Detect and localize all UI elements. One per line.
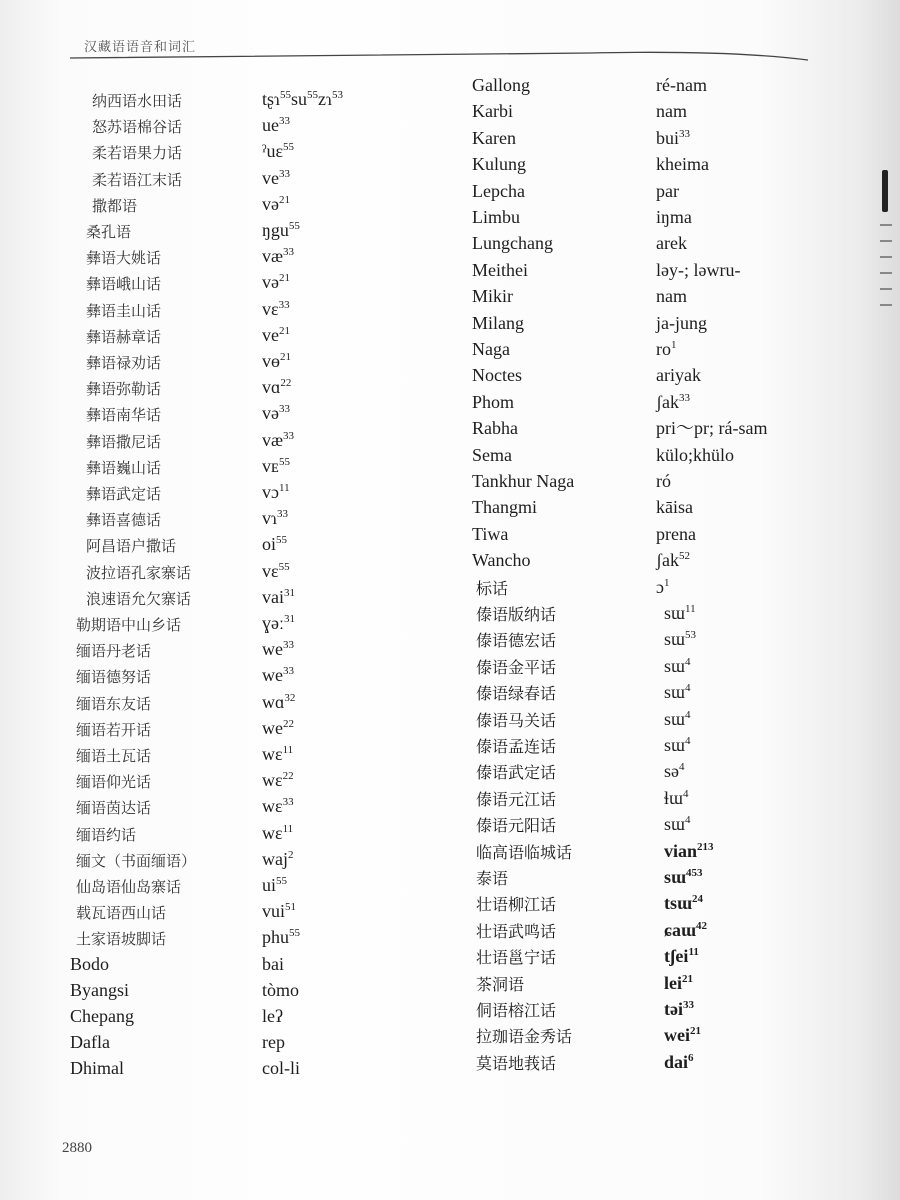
language-name: 彝语赫章话 bbox=[86, 327, 162, 346]
binding-dash bbox=[880, 240, 892, 242]
form-text: ŋgu bbox=[262, 220, 289, 240]
tone-number: 4 bbox=[685, 708, 691, 721]
language-name: 纳西语水田话 bbox=[92, 92, 183, 110]
language-name: 标话 bbox=[476, 578, 509, 598]
binding-dash bbox=[880, 272, 892, 274]
form-text: sɯ bbox=[664, 655, 686, 676]
language-name: 彝语喜德话 bbox=[86, 511, 162, 530]
word-form bbox=[262, 743, 293, 765]
form-text: vian bbox=[664, 840, 698, 861]
word-form bbox=[262, 193, 290, 215]
word-form bbox=[262, 350, 291, 372]
form-text: vɛ bbox=[262, 298, 279, 319]
tone-number: 22 bbox=[283, 717, 294, 730]
form-text: vui bbox=[262, 901, 286, 922]
word-form bbox=[656, 576, 670, 598]
form-text: nam bbox=[656, 286, 687, 307]
tone-number: 55 bbox=[280, 89, 291, 101]
word-form bbox=[664, 840, 714, 862]
tone-number: 1 bbox=[664, 576, 670, 589]
tone-number: 55 bbox=[278, 560, 290, 573]
word-form bbox=[262, 900, 296, 922]
form-text: leʔ bbox=[262, 1006, 283, 1026]
language-name: 缅语东友话 bbox=[76, 694, 152, 713]
word-form bbox=[664, 602, 696, 624]
language-name: Bodo bbox=[70, 953, 110, 974]
form-text: sɯ bbox=[664, 867, 686, 887]
page-number: 2880 bbox=[62, 1140, 92, 1156]
language-name: 彝语大姚话 bbox=[86, 249, 162, 268]
form-text: ariyak bbox=[656, 365, 701, 386]
tone-number: 21 bbox=[279, 324, 290, 337]
language-name: Dafla bbox=[70, 1032, 110, 1053]
form-text: ʃak bbox=[656, 550, 679, 571]
language-name: 壮语柳江话 bbox=[476, 895, 557, 915]
form-text: wɑ bbox=[262, 691, 285, 712]
word-form bbox=[664, 628, 696, 650]
language-name: Tiwa bbox=[472, 523, 509, 544]
word-form bbox=[656, 100, 687, 122]
form-text: ró bbox=[656, 471, 671, 491]
form-text: vɿ bbox=[262, 508, 277, 529]
tone-number: 11 bbox=[279, 482, 290, 494]
tone-number: 32 bbox=[284, 691, 296, 704]
form-text: sɯ bbox=[664, 629, 686, 650]
word-form bbox=[656, 312, 707, 334]
form-text: külo;khülo bbox=[656, 444, 735, 465]
language-name: 彝语南华话 bbox=[86, 406, 162, 425]
language-name: 泰语 bbox=[476, 869, 509, 888]
language-name: Kulung bbox=[472, 154, 526, 175]
form-text: sɯ bbox=[664, 603, 686, 623]
tone-number: 4 bbox=[685, 814, 691, 827]
tone-number: 4 bbox=[683, 787, 689, 800]
language-name: Lepcha bbox=[472, 180, 525, 201]
tone-number: 33 bbox=[279, 167, 290, 180]
form-text: wɛ bbox=[262, 822, 283, 843]
language-name: 傣语孟连话 bbox=[476, 737, 557, 756]
word-form bbox=[664, 655, 691, 677]
word-form bbox=[664, 681, 691, 703]
binding-dash bbox=[880, 288, 892, 290]
form-text: iŋma bbox=[656, 207, 692, 227]
form-text: sɯ bbox=[664, 735, 686, 755]
form-text: və bbox=[262, 272, 279, 293]
binding-dash bbox=[880, 224, 892, 226]
form-text: bui bbox=[656, 127, 680, 148]
form-text: nam bbox=[656, 101, 687, 122]
form-text: tʂɿ bbox=[262, 89, 280, 109]
word-form bbox=[262, 140, 294, 162]
form-text: və bbox=[262, 193, 279, 214]
tone-number: 4 bbox=[685, 735, 691, 747]
tone-number: 52 bbox=[678, 550, 690, 563]
form-text: col-li bbox=[262, 1058, 300, 1079]
word-form bbox=[656, 364, 701, 386]
word-form bbox=[656, 444, 734, 466]
word-form bbox=[664, 866, 703, 888]
form-text: wɛ bbox=[262, 796, 283, 817]
tone-number: 1 bbox=[671, 339, 677, 351]
word-form bbox=[262, 795, 294, 817]
tone-number: 33 bbox=[283, 665, 294, 678]
form-text: ui bbox=[262, 875, 277, 895]
language-name: 彝语弥勒话 bbox=[86, 380, 162, 399]
language-name: 缅语约话 bbox=[76, 825, 137, 844]
language-name: Sema bbox=[472, 444, 512, 465]
form-text: və bbox=[262, 403, 279, 424]
word-form bbox=[262, 612, 295, 634]
language-name: 莫语地莪话 bbox=[476, 1053, 557, 1073]
word-form bbox=[262, 429, 294, 451]
language-name: Chepang bbox=[70, 1006, 134, 1026]
tone-number: 4 bbox=[679, 761, 685, 774]
form-text: arek bbox=[656, 233, 687, 254]
form-text: we bbox=[262, 665, 283, 686]
language-name: 侗语榕江话 bbox=[476, 1001, 557, 1020]
language-name: 临高语临城话 bbox=[476, 842, 573, 862]
form-text: vai bbox=[262, 586, 284, 607]
language-name: 桑孔语 bbox=[86, 223, 132, 241]
tone-number: 33 bbox=[283, 246, 295, 259]
tone-number: 55 bbox=[288, 220, 300, 232]
language-name: 彝语峨山话 bbox=[86, 275, 162, 294]
form-text: par bbox=[656, 180, 679, 201]
language-name: 缅语德努话 bbox=[76, 668, 152, 687]
tone-number: 11 bbox=[282, 822, 294, 835]
language-name: Mikir bbox=[472, 286, 514, 307]
word-form bbox=[262, 402, 290, 424]
form-text: phu bbox=[262, 927, 289, 948]
tone-number: 31 bbox=[284, 613, 295, 625]
tone-number: 11 bbox=[688, 946, 699, 959]
language-name: 彝语武定话 bbox=[86, 485, 162, 503]
tone-number: 33 bbox=[278, 298, 290, 311]
form-text: vɵ bbox=[262, 351, 280, 371]
form-text: rep bbox=[262, 1032, 285, 1053]
word-form bbox=[262, 560, 290, 582]
word-form bbox=[656, 153, 709, 175]
form-text: tòmo bbox=[262, 979, 300, 1000]
form-text: wɛ bbox=[262, 744, 283, 764]
header-rule bbox=[70, 30, 810, 70]
language-name: Rabha bbox=[472, 418, 518, 439]
language-name: 阿昌语户撒话 bbox=[86, 537, 177, 556]
language-name: 傣语版纳话 bbox=[476, 605, 557, 624]
tone-number: 55 bbox=[289, 927, 300, 940]
word-form bbox=[262, 1057, 300, 1079]
language-name: Limbu bbox=[472, 207, 520, 227]
form-text: ɔ bbox=[656, 576, 664, 597]
language-name: 傣语德宏话 bbox=[476, 631, 557, 651]
language-name: 彝语巍山话 bbox=[86, 458, 162, 477]
form-text: tʃei bbox=[664, 946, 689, 967]
form-text: ve bbox=[262, 324, 279, 345]
form-text: ɕaɯ bbox=[664, 919, 696, 940]
word-form bbox=[262, 953, 284, 975]
form-text: wɛ bbox=[262, 770, 283, 791]
form-text: ro bbox=[656, 339, 671, 359]
word-form bbox=[262, 455, 290, 477]
form-text: ɬɯ bbox=[664, 787, 684, 808]
language-name: 傣语武定话 bbox=[476, 763, 557, 783]
form-text: ré-nam bbox=[656, 75, 707, 95]
tone-number: 24 bbox=[692, 893, 703, 906]
language-name: Byangsi bbox=[70, 979, 130, 1000]
tone-number: 53 bbox=[332, 89, 343, 101]
word-form bbox=[262, 114, 290, 136]
word-form bbox=[262, 167, 290, 189]
tone-number: 55 bbox=[283, 141, 295, 154]
tone-number: 21 bbox=[279, 193, 290, 206]
word-form bbox=[262, 874, 287, 896]
tone-number: 33 bbox=[279, 115, 290, 128]
word-form bbox=[262, 848, 294, 870]
word-form bbox=[664, 734, 691, 756]
language-name: 傣语马关话 bbox=[476, 710, 557, 730]
language-name: 傣语元江话 bbox=[476, 789, 557, 809]
word-form bbox=[656, 285, 687, 307]
form-text: kāisa bbox=[656, 497, 693, 518]
word-form bbox=[656, 523, 696, 545]
language-name: 勒期语中山乡话 bbox=[76, 616, 182, 634]
form-text: ˀuɛ bbox=[262, 141, 284, 162]
word-form bbox=[656, 391, 690, 413]
form-text: ɣəː bbox=[262, 613, 284, 633]
word-form bbox=[262, 533, 287, 555]
language-name: 傣语金平话 bbox=[476, 657, 557, 677]
language-name: 载瓦语西山话 bbox=[76, 904, 167, 923]
language-name: 怒苏语棉谷话 bbox=[92, 118, 183, 137]
form-text: sɯ bbox=[664, 814, 686, 835]
form-text: ve bbox=[262, 167, 279, 188]
tone-number: 453 bbox=[686, 867, 703, 879]
language-name: Karen bbox=[472, 127, 516, 148]
tone-number: 21 bbox=[279, 272, 290, 285]
form-text: we bbox=[262, 639, 283, 660]
tone-number: 42 bbox=[695, 919, 707, 932]
tone-number: 11 bbox=[282, 744, 294, 756]
word-form bbox=[656, 127, 690, 149]
language-name: 彝语圭山话 bbox=[86, 301, 162, 320]
form-text: su bbox=[291, 89, 308, 109]
tone-number: 53 bbox=[685, 629, 697, 642]
form-text: ləy-; ləwru- bbox=[656, 259, 741, 280]
word-form bbox=[262, 1005, 283, 1027]
form-text: wei bbox=[664, 1025, 690, 1046]
word-form bbox=[262, 376, 291, 398]
form-text: oi bbox=[262, 534, 277, 555]
language-name: 缅语仰光话 bbox=[76, 773, 152, 792]
language-name: Naga bbox=[472, 339, 510, 359]
tone-number: 51 bbox=[285, 901, 297, 914]
word-form bbox=[262, 926, 300, 948]
language-name: 茶洞语 bbox=[476, 974, 525, 994]
word-form bbox=[262, 324, 290, 346]
word-form bbox=[262, 271, 290, 293]
tone-number: 55 bbox=[279, 455, 290, 468]
word-form bbox=[262, 481, 290, 503]
binding-shadow bbox=[882, 170, 888, 212]
tone-number: 55 bbox=[276, 534, 288, 547]
language-name: 壮语武鸣话 bbox=[476, 921, 557, 941]
word-form bbox=[262, 219, 300, 241]
binding-dash bbox=[880, 304, 892, 306]
running-header: 汉藏语语音和词汇 bbox=[84, 40, 197, 55]
word-form bbox=[656, 496, 693, 518]
tone-number: 33 bbox=[279, 403, 290, 416]
form-text: pri～pr; rá-sam bbox=[656, 418, 768, 439]
form-text: kheima bbox=[656, 154, 709, 175]
word-form bbox=[664, 813, 691, 835]
word-form bbox=[262, 664, 294, 686]
word-form bbox=[656, 232, 687, 254]
form-text: ʃak bbox=[656, 391, 679, 412]
word-form bbox=[656, 74, 707, 96]
word-form bbox=[262, 507, 288, 529]
tone-number: 55 bbox=[307, 89, 319, 101]
language-name: 柔若语江末话 bbox=[92, 170, 183, 189]
word-form bbox=[656, 259, 740, 281]
form-text: ja-jung bbox=[656, 312, 707, 333]
language-name: Noctes bbox=[472, 365, 522, 386]
language-name: 缅语若开话 bbox=[76, 720, 152, 739]
tone-number: 21 bbox=[280, 351, 291, 363]
language-name: Meithei bbox=[472, 259, 528, 280]
language-name: 柔若语果力话 bbox=[92, 144, 183, 163]
language-name: Karbi bbox=[472, 101, 513, 122]
word-form bbox=[664, 1051, 694, 1073]
form-text: vɔ bbox=[262, 482, 279, 502]
word-form bbox=[664, 760, 685, 782]
word-form bbox=[262, 298, 290, 320]
word-form bbox=[664, 787, 689, 809]
language-name: Phom bbox=[472, 391, 515, 412]
form-text: vɑ bbox=[262, 377, 281, 398]
word-form bbox=[262, 717, 294, 739]
language-name: 傣语绿春话 bbox=[476, 684, 557, 704]
tone-number: 33 bbox=[283, 429, 295, 442]
language-name: 彝语禄劝话 bbox=[86, 354, 162, 372]
word-form bbox=[656, 206, 692, 228]
word-form bbox=[664, 892, 703, 914]
word-form bbox=[656, 470, 671, 492]
form-text: væ bbox=[262, 429, 284, 450]
language-name: 缅文（书面缅语） bbox=[76, 851, 197, 870]
tone-number: 213 bbox=[697, 840, 714, 853]
tone-number: 11 bbox=[685, 603, 696, 615]
tone-number: 33 bbox=[277, 508, 288, 521]
form-text: vᴇ bbox=[262, 455, 279, 476]
word-form bbox=[262, 586, 295, 608]
word-form bbox=[656, 417, 767, 439]
form-text: sə bbox=[664, 761, 679, 782]
form-text: prena bbox=[656, 523, 696, 544]
tone-number: 22 bbox=[282, 770, 294, 783]
word-form bbox=[262, 1031, 285, 1053]
tone-number: 33 bbox=[282, 796, 294, 809]
form-text: we bbox=[262, 717, 283, 738]
tone-number: 33 bbox=[283, 639, 294, 652]
language-name: 彝语撒尼话 bbox=[86, 432, 162, 451]
language-name: 波拉语孔家寨话 bbox=[86, 563, 192, 582]
word-form bbox=[664, 1024, 701, 1046]
language-name: Dhimal bbox=[70, 1058, 124, 1079]
tone-number: 31 bbox=[284, 586, 295, 599]
language-name: 撒都语 bbox=[92, 196, 138, 215]
word-form bbox=[664, 708, 691, 730]
tone-number: 22 bbox=[280, 377, 292, 390]
form-text: bai bbox=[262, 953, 284, 974]
form-text: dai bbox=[664, 1051, 689, 1072]
word-form bbox=[262, 769, 294, 791]
language-name: 缅语土瓦话 bbox=[76, 747, 152, 765]
form-text: vɛ bbox=[262, 560, 279, 581]
form-text: ue bbox=[262, 115, 279, 136]
tone-number: 4 bbox=[685, 682, 691, 695]
word-form bbox=[262, 691, 295, 713]
word-form bbox=[656, 549, 690, 571]
language-name: 仙岛语仙岛寨话 bbox=[76, 878, 182, 896]
tone-number: 55 bbox=[276, 875, 288, 887]
language-name: Lungchang bbox=[472, 233, 553, 254]
language-name: 缅语丹老话 bbox=[76, 642, 152, 661]
form-text: zɿ bbox=[318, 89, 332, 109]
word-form bbox=[262, 245, 294, 267]
tone-number: 33 bbox=[682, 999, 694, 1011]
form-text: sɯ bbox=[664, 682, 686, 703]
tone-number: 21 bbox=[682, 972, 693, 985]
word-form bbox=[262, 979, 299, 1001]
form-text: waj bbox=[262, 848, 288, 869]
language-name: 傣语元阳话 bbox=[476, 816, 557, 836]
language-name: Gallong bbox=[472, 75, 530, 95]
language-name: Wancho bbox=[472, 550, 531, 571]
form-text: tsɯ bbox=[664, 893, 692, 914]
language-name: Tankhur Naga bbox=[472, 471, 575, 491]
language-name: 拉珈语金秀话 bbox=[476, 1027, 573, 1047]
word-form bbox=[262, 638, 294, 660]
tone-number: 21 bbox=[690, 1025, 701, 1038]
word-form bbox=[664, 919, 707, 941]
word-form bbox=[656, 338, 677, 360]
language-name: 土家语坡脚话 bbox=[76, 930, 167, 949]
word-form bbox=[664, 972, 693, 994]
word-form bbox=[262, 88, 343, 110]
word-form bbox=[656, 180, 679, 202]
form-text: væ bbox=[262, 246, 284, 267]
form-text: təi bbox=[664, 999, 683, 1019]
tone-number: 6 bbox=[688, 1051, 694, 1064]
form-text: sɯ bbox=[664, 708, 686, 729]
language-name: 缅语茵达话 bbox=[76, 799, 152, 818]
word-form bbox=[664, 945, 699, 967]
tone-number: 33 bbox=[678, 391, 690, 404]
tone-number: 33 bbox=[679, 127, 691, 140]
language-name: 浪速语允欠寨话 bbox=[86, 589, 192, 608]
form-text: lei bbox=[664, 972, 682, 993]
word-form bbox=[262, 822, 293, 844]
language-name: Milang bbox=[472, 312, 524, 333]
word-form bbox=[664, 998, 694, 1020]
tone-number: 4 bbox=[685, 655, 691, 668]
binding-dash bbox=[880, 256, 892, 258]
tone-number: 2 bbox=[288, 848, 294, 861]
language-name: 壮语邕宁话 bbox=[476, 948, 557, 968]
language-name: Thangmi bbox=[472, 497, 537, 518]
